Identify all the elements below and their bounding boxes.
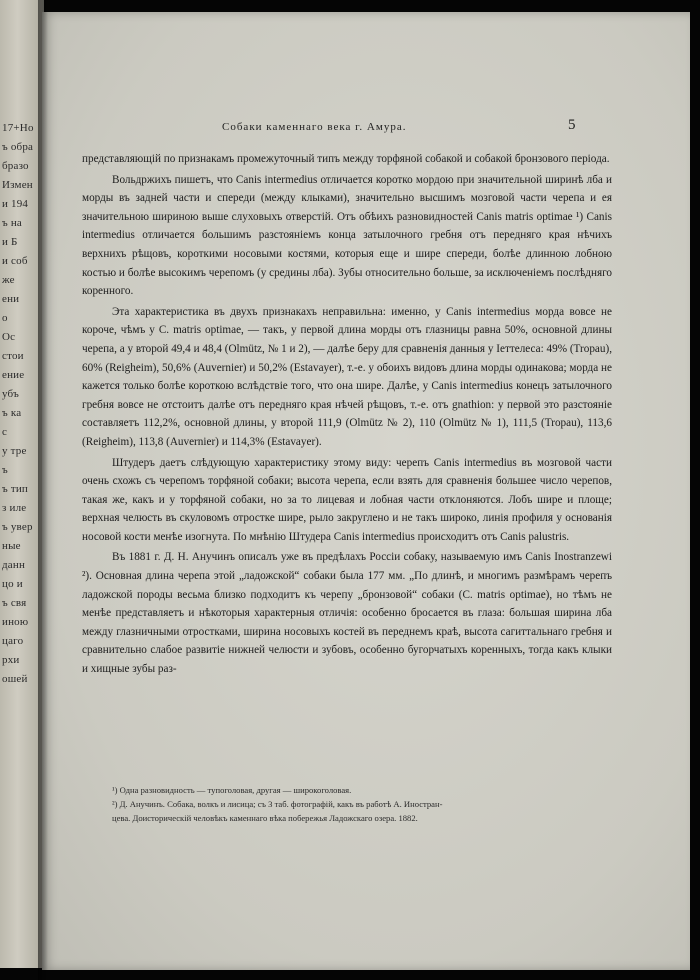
paragraph: Въ 1881 г. Д. Н. Анучинъ описалъ уже въ предѣлахъ Россіи собаку, называемую имъ Canis Inostranzewi ²). Основная длина черепа этой „ладожской“ собаки была 177 мм. „По длинѣ, и многимъ размѣрамъ черепъ ладожской породы весьма близко подходитъ къ черепу „бронзовой“ собаки (C. matris optimae), но тѣмъ не менѣе представляетъ и нѣкоторыя характерныя отличія: особенно бросается въ глаза: большая ширина лба между глазничными отростками, ширина носовыхъ костей въ переднемъ краѣ, высота сагиттальнаго гребня и сравнительно слабое развитіе нижней челюсти и зубовъ, особенно бугорчатыхъ коренныхъ, тогда какъ клыки и хищные зубы раз-: [82, 551, 612, 676]
left-page-fragment: ъ: [2, 464, 8, 476]
left-page-fragment: рхи: [2, 654, 20, 666]
left-page-fragment: ъ на: [2, 217, 23, 229]
left-page-fragment: у тре: [2, 445, 27, 457]
left-page-fragment: данн: [2, 559, 26, 571]
left-page-fragment: стои: [2, 350, 24, 362]
left-page-fragment: ение: [2, 369, 25, 381]
left-page-fragment: ъ увер: [2, 521, 33, 533]
left-page-fragment: бразо: [2, 160, 29, 172]
left-page-fragment: ъ ка: [2, 407, 22, 419]
left-page-fragment: ъ тип: [2, 483, 29, 495]
paragraph: Эта характеристика въ двухъ признакахъ неправильна: именно, у Canis intermedius морда вовсе не короче, чѣмъ у C. matris optimae, — такъ, у первой длина морды отъ глазницы равна 50%, основной длины черепа, а у второй 49,4 и 48,4 (Olmütz, № 1 и 2), — далѣе беру для сравненія данныя у Iеттелеса: 49% (Tropau), 60% (Reigheim), 50,6% (Auvernier) и 50,2% (Estavayer), т.-е. у обоихъ видовъ длина морды одинакова; морда не кажется только болѣе короткою вслѣдствіе того, что она шире. Далѣе, у Canis intermedius конецъ затылочного гребня вовсе не отстоитъ далѣе отъ передняго края нѣчей рѣщовъ, т.-е. отъ gnathion: у первой это разстояніе составляетъ 112,2%, основной длины, у второй 111,9 (Olmütz № 2), 110 (Olmütz № 1), 111,5 (Tropau), 113,6 (Reigheim), 113,8 (Auvernier) и 114,3% (Estavayer).: [82, 305, 612, 448]
body-text: [82, 150, 612, 679]
left-page-fragment: убъ: [2, 388, 19, 400]
running-header: [42, 117, 690, 137]
left-page-fragment: и соб: [2, 255, 28, 267]
footnote: ¹) Одна разновидность — тупоголовая, другая — широкоголовая.: [112, 785, 352, 795]
running-title: Собаки каменнаго века г. Амура.: [222, 121, 407, 133]
left-page-fragment: с: [2, 426, 8, 438]
left-page-fragment: з иле: [2, 502, 27, 514]
left-page-fragment: ъ свя: [2, 597, 27, 609]
book-page: [42, 12, 690, 970]
left-page-fragment: иною: [2, 616, 29, 628]
left-page-fragment: и Б: [2, 236, 18, 248]
left-page-fragment: ъ обра: [2, 141, 34, 153]
paragraph: Вольдржихъ пишетъ, что Canis intermedius отличается коротко мордою при значительной ширинѣ лба и морды въ задней части и спереди (между клыками), значительно высшимъ мозговой части черепа и ея значительною ширинoю выше слуховыхъ отверстій. Отъ обѣихъ разновидностей Canis matris optimae ¹) Canis intermedius отличается большимъ разстояніемъ конца затылочного гребня отъ передняго края нѣчихъ верхнихъ рѣщовъ, короткими носовыми костями, которыя еще и шире спереди, болѣе длинною лобною костью и болѣе высокимъ черепомъ (у средины лба). Зубы относительно больше, за исключеніемъ послѣдняго коренного.: [82, 173, 612, 298]
footnote: ²) Д. Анучинъ. Собака, волкъ и лисица; съ 3 таб. фотографій, какъ въ работѣ А. Иностран-: [112, 799, 443, 809]
left-page-fragment: ени: [2, 293, 20, 305]
left-page-fragment: ошей: [2, 673, 28, 685]
left-page-fragment: и 194: [2, 198, 29, 210]
footnotes: [112, 784, 582, 826]
left-page-fragment: о: [2, 312, 8, 324]
paragraph: представляющій по признакамъ промежуточный типъ между торфяной собакой и собакой бронзового періода.: [82, 153, 610, 165]
spine-shadow: [38, 0, 48, 980]
left-page-fragment: Ос: [2, 331, 16, 343]
paragraph: Штудеръ даетъ слѣдующую характеристику этому виду: черепъ Canis intermedius въ мозговой части очень схожъ съ черепомъ торфяной собаки; высота черепа, если взять для сравненія большее число черепов, такая же, какъ и у торфяной собаки, но за то лицевая и лобная части отклоняются. Лобъ шире и площе; верхная челюсть въ скуловомъ отростке шире, рыло закруглено и не такъ широко, линія профиля у основанія носовой кости менѣе изогнута. По мнѣнію Штудера Canis intermedius происходитъ отъ Canis palustris.: [82, 456, 612, 543]
left-page-fragment: цаго: [2, 635, 24, 647]
left-page-fragment: Измен: [2, 179, 33, 191]
left-page-fragment: ные: [2, 540, 21, 552]
page-number: 5: [568, 117, 576, 133]
footnote: цева. Доисторическій человѣкъ каменнаго вѣка побережья Ладожскаго озера. 1882.: [112, 813, 418, 823]
left-page-fragment: же: [2, 274, 15, 286]
left-page-fragment: 17+Но: [2, 122, 34, 134]
left-page-fragment: цо и: [2, 578, 23, 590]
